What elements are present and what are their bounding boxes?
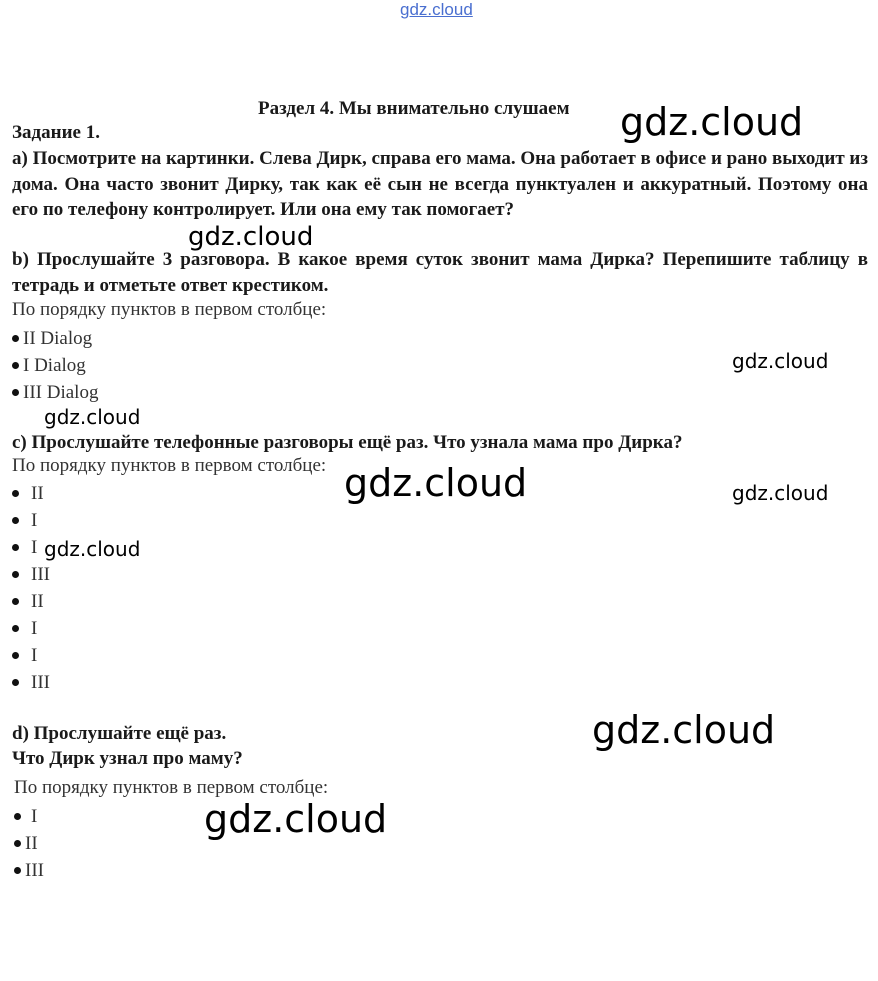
list-item-label: I (31, 509, 38, 531)
bullet-icon (12, 571, 19, 578)
bullet-icon (14, 840, 21, 847)
list-item (12, 325, 98, 352)
list-item-label: I (31, 536, 38, 558)
list-item (12, 561, 50, 588)
part-c-note: По порядку пунктов в первом столбце: (12, 455, 327, 476)
list-item-label: III (31, 671, 50, 693)
watermark: gdz.cloud (732, 481, 829, 505)
watermark: gdz.cloud (44, 537, 141, 561)
list-item-label: I (31, 805, 38, 827)
list-item-label: III (25, 859, 44, 881)
bullet-icon (12, 490, 19, 497)
list-item (12, 352, 98, 379)
part-b-text: b) Прослушайте 3 разговора. В какое время суток звонит мама Дирка? Перепишите таблицу в тетрадь и отметьте ответ крестиком. (12, 249, 868, 296)
bullet-icon (12, 598, 19, 605)
list-item-label: III Dialog (23, 381, 99, 403)
bullet-icon (14, 867, 21, 874)
watermark: gdz.cloud (188, 222, 314, 252)
part-d-note: По порядку пунктов в первом столбце: (14, 777, 329, 798)
part-c-answer-list (12, 480, 50, 696)
bullet-icon (12, 679, 19, 686)
part-c-text: c) Прослушайте телефонные разговоры ещё раз. Что узнала мама про Дирка? (12, 432, 683, 453)
watermark: gdz.cloud (344, 461, 528, 505)
bullet-icon (12, 389, 19, 396)
bullet-icon (14, 813, 21, 820)
section-title: Раздел 4. Мы внимательно слушаем (258, 98, 570, 119)
bullet-icon (12, 362, 19, 369)
watermark: gdz.cloud (592, 708, 776, 752)
list-item-label: II (31, 482, 44, 504)
list-item-label: I (31, 644, 38, 666)
task-title: Задание 1. (12, 122, 100, 143)
part-a-text: а) Посмотрите на картинки. Слева Дирк, справа его мама. Она работает в офисе и рано выходит из дома. Она часто звонит Дирку, так как её сын не всегда пунктуален и аккуратный. Поэтому она его по телефону контролирует. Или она ему так помогает? (12, 148, 868, 220)
list-item (12, 615, 50, 642)
bullet-icon (12, 652, 19, 659)
bullet-icon (12, 544, 19, 551)
list-item-label: I Dialog (23, 354, 86, 376)
part-d-answer-list (14, 803, 44, 884)
list-item-label: III (31, 563, 50, 585)
part-b-answer-list (12, 325, 98, 406)
list-item (14, 803, 44, 830)
watermark: gdz.cloud (732, 349, 829, 373)
list-item (12, 588, 50, 615)
list-item (12, 507, 50, 534)
bullet-icon (12, 335, 19, 342)
list-item-label: II Dialog (23, 327, 93, 349)
watermark: gdz.cloud (44, 405, 141, 429)
list-item-label: II (31, 590, 44, 612)
part-d-line1: d) Прослушайте ещё раз. (12, 723, 227, 744)
list-item (14, 830, 44, 857)
bullet-icon (12, 625, 19, 632)
list-item (12, 669, 50, 696)
list-item-label: I (31, 617, 38, 639)
list-item (14, 857, 44, 884)
part-d-line2: Что Дирк узнал про маму? (12, 748, 243, 769)
bullet-icon (12, 517, 19, 524)
list-item (12, 379, 98, 406)
watermark: gdz.cloud (204, 797, 388, 841)
site-header-link[interactable]: gdz.cloud (400, 0, 473, 19)
list-item (12, 480, 50, 507)
list-item (12, 642, 50, 669)
list-item-label: II (25, 832, 38, 854)
part-b-note: По порядку пунктов в первом столбце: (12, 299, 327, 320)
watermark: gdz.cloud (620, 100, 804, 144)
